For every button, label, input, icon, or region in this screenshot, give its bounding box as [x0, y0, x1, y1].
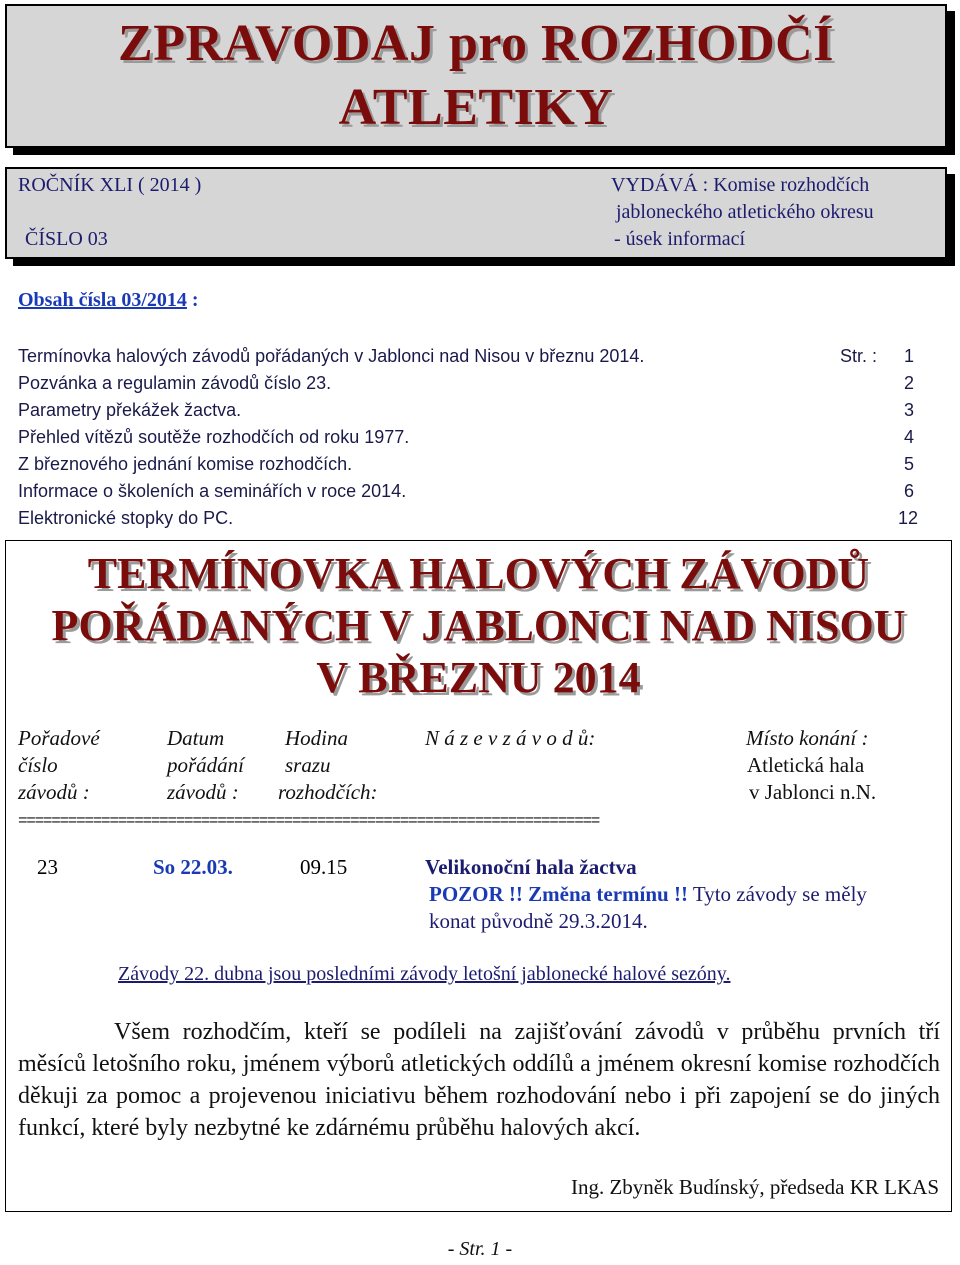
publisher-line2: jabloneckého atletického okresu: [616, 201, 874, 223]
toc-page-2: 2: [904, 373, 915, 393]
toc-page-1: 1: [904, 346, 915, 366]
separator-line: ======================================================================: [18, 812, 600, 830]
schedule-heading-line1: TERMÍNOVKA HALOVÝCH ZÁVODŮ: [87, 549, 870, 598]
toc-item-2: Pozvánka a regulamin závodů číslo 23.: [18, 373, 332, 393]
event-number: 23: [37, 855, 58, 879]
publisher-line1: VYDÁVÁ : Komise rozhodčích: [611, 174, 870, 196]
toc-item-4: Přehled vítězů soutěže rozhodčích od roku 1977.: [18, 427, 410, 447]
toc-page-3: 3: [904, 400, 915, 420]
col-venue-line3: v Jablonci n.N.: [749, 780, 877, 804]
col-date-line1: Datum: [167, 726, 225, 750]
masthead-title-line2: ATLETIKY: [338, 79, 614, 136]
col-time-line1: Hodina: [285, 726, 348, 750]
toc-page-4: 4: [904, 427, 915, 447]
col-date-line2: pořádání: [167, 753, 245, 777]
col-venue-line1: Místo konání :: [746, 726, 869, 750]
toc-item-1: Termínovka halových závodů pořádaných v Jablonci nad Nisou v březnu 2014.: [18, 346, 645, 366]
event-warning-line: [429, 882, 867, 907]
publisher-line3: - úsek informací: [614, 228, 746, 250]
toc-item-6: Informace o školeních a seminářích v roce 2014.: [18, 481, 407, 501]
col-date-line3: závodů :: [167, 780, 239, 804]
schedule-heading-line3: V BŘEZNU 2014: [316, 653, 641, 702]
event-warning: POZOR !! Změna termínu !!: [429, 882, 688, 906]
col-time-line3: rozhodčích:: [278, 780, 378, 804]
toc-heading-text: Obsah čísla 03/2014: [18, 289, 187, 311]
issue-info-box: [5, 167, 947, 259]
event-time: 09.15: [300, 855, 348, 879]
col-order-line2: číslo: [18, 753, 58, 777]
season-note: Závody 22. dubna jsou posledními závody letošní jablonecké halové sezóny.: [118, 963, 731, 985]
col-time-line2: srazu: [285, 753, 331, 777]
page-number: - Str. 1 -: [447, 1238, 513, 1260]
toc-page-label: Str. :: [840, 346, 878, 366]
thanks-paragraph: [18, 1016, 940, 1144]
col-order-line1: Pořadové: [18, 726, 100, 750]
event-note-part1: Tyto závody se měly: [687, 882, 867, 906]
issue-number: ČÍSLO 03: [25, 228, 108, 250]
thanks-paragraph-text: Všem rozhodčím, kteří se podíleli na zajišťování závodů v průběhu prvních tří měsíců letošního roku, jménem výborů atletických oddílů a jménem okresní komise rozhodčích děkuji za pomoc a projevenou iniciativu během rozhodování nebo i při zapojení se do jiných funkcí, které byly nezbytné ke zdárnému průběhu halových akcí.: [18, 1019, 940, 1141]
toc-item-5: Z březnového jednání komise rozhodčích.: [18, 454, 353, 474]
masthead: [5, 4, 947, 148]
toc-heading-suffix: :: [186, 289, 199, 311]
event-date: So 22.03.: [153, 855, 233, 879]
toc-page-6: 6: [904, 481, 915, 501]
col-venue-line2: Atletická hala: [747, 753, 865, 777]
toc-item-3: Parametry překážek žactva.: [18, 400, 242, 420]
toc-item-7: Elektronické stopky do PC.: [18, 508, 234, 528]
schedule-heading-line2: POŘÁDANÝCH V JABLONCI NAD NISOU: [51, 601, 906, 650]
event-note-part2: konat původně 29.3.2014.: [429, 909, 648, 933]
volume-label: ROČNÍK XLI ( 2014 ): [18, 174, 202, 196]
schedule-section: [5, 540, 952, 1212]
event-name: Velikonoční hala žactva: [425, 855, 637, 879]
masthead-title-line1: ZPRAVODAJ pro ROZHODČÍ: [118, 15, 834, 72]
col-order-line3: závodů :: [18, 780, 90, 804]
toc-page-7: 12: [898, 508, 919, 528]
toc-page-5: 5: [904, 454, 915, 474]
signature: Ing. Zbyněk Budínský, předseda KR LKAS: [570, 1175, 939, 1199]
col-name: N á z e v z á v o d ů:: [425, 726, 596, 750]
toc-heading: [18, 289, 199, 312]
